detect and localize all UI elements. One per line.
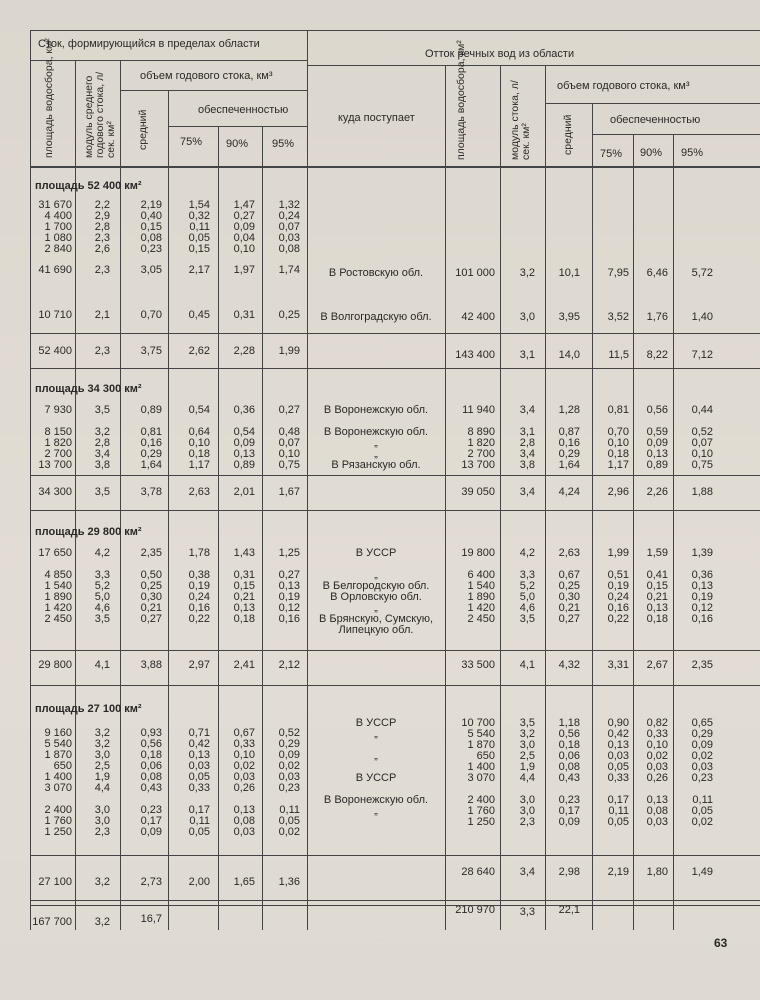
- cell-dest: В Ростовскую обл.: [328, 267, 424, 279]
- col-p75-r: 0,90 0,42 0,13 0,03 0,05 0,33 0,17 0,11 0,05: [607, 717, 629, 828]
- total-cell: 4,32: [558, 659, 580, 671]
- col-p95-r: 0,65 0,29 0,09 0,02 0,03 0,23 0,11 0,05 0,02: [691, 717, 713, 828]
- cell: 2,3: [94, 264, 110, 276]
- col-area-r: 11 940 8 890 1 820 2 700 13 700: [461, 404, 495, 471]
- total-cell: 2,3: [94, 345, 110, 357]
- total-cell: 3,2: [94, 876, 110, 888]
- section-title: площадь 29 800 км²: [35, 526, 142, 538]
- col-p90: 0,36 0,54 0,09 0,13 0,89: [233, 404, 255, 471]
- header-col-area-r: площадь водосбора, км²: [455, 40, 467, 160]
- total-cell: 27 100: [38, 876, 72, 888]
- total-cell: 2,19: [607, 866, 629, 878]
- section-title: площадь 34 300 км²: [35, 383, 142, 395]
- total-cell: 2,67: [646, 659, 668, 671]
- col-p95-r: 0,44 0,52 0,07 0,10 0,75: [691, 404, 713, 471]
- header-p95: 95%: [272, 138, 295, 150]
- header-col-mean: средний: [137, 109, 149, 150]
- section-title: площадь 27 100 км²: [35, 703, 142, 715]
- header-col-volume-r: объем годового стока, км³: [557, 80, 690, 92]
- grand-total-rule: [30, 905, 760, 906]
- total-cell: 11,5: [608, 349, 629, 361]
- col-p95: 1,32 0,24 0,07 0,03 0,08: [278, 199, 300, 255]
- grand-total-cell: 22,1: [558, 904, 580, 916]
- total-cell: 2,98: [558, 866, 580, 878]
- total-cell: 29 800: [38, 659, 72, 671]
- total-cell: 33 500: [461, 659, 495, 671]
- col-p90: 1,43 0,31 0,15 0,21 0,13 0,18: [233, 547, 255, 625]
- cell: 3,52: [607, 311, 629, 323]
- col-p75: 1,78 0,38 0,19 0,24 0,16 0,22: [188, 547, 210, 625]
- col-mean: 2,35 0,50 0,25 0,30 0,21 0,27: [140, 547, 162, 625]
- col-module-r: 3,4 3,1 2,8 3,4 3,8: [519, 404, 535, 471]
- total-cell: 4,1: [94, 659, 110, 671]
- total-cell: 2,97: [188, 659, 210, 671]
- cell: 3,05: [140, 264, 162, 276]
- col-area-r: 19 800 6 400 1 540 1 890 1 420 2 450: [461, 547, 495, 625]
- total-cell: 143 400: [455, 349, 495, 361]
- col-mean: 2,19 0,40 0,15 0,08 0,23: [140, 199, 162, 255]
- section-title: площадь 52 400 км²: [35, 180, 142, 192]
- subtotal-rule: [30, 650, 760, 651]
- grand-total-cell: 210 970: [455, 904, 495, 916]
- total-cell: 2,26: [646, 486, 668, 498]
- cell: 1,97: [233, 264, 255, 276]
- total-cell: 2,00: [188, 876, 210, 888]
- col-mean-r: 1,18 0,56 0,18 0,06 0,08 0,43 0,23 0,17 0,09: [558, 717, 580, 828]
- total-cell: 4,1: [519, 659, 535, 671]
- col-p90-r: 0,82 0,33 0,10 0,02 0,03 0,26 0,13 0,08 0,03: [646, 717, 668, 828]
- total-cell: 1,88: [691, 486, 713, 498]
- col-module-r: 3,5 3,2 3,0 2,5 1,9 4,4 3,0 3,0 2,3: [519, 717, 535, 828]
- header-col-prob: обеспеченностью: [198, 104, 289, 116]
- col-p75-r: 0,81 0,70 0,10 0,18 1,17: [607, 404, 629, 471]
- cell: 0,70: [140, 309, 162, 321]
- col-p90-r: 1,59 0,41 0,15 0,21 0,13 0,18: [646, 547, 668, 625]
- cell: 0,25: [278, 309, 300, 321]
- header-p75-r: 75%: [600, 148, 623, 160]
- header-col-mean-r: средний: [562, 114, 574, 155]
- col-dest: В УССР „ В Белгородскую обл. В Орловскую обл. „ В Брянскую, Сумскую, Липецкую обл.: [318, 547, 434, 636]
- total-cell: 3,5: [94, 486, 110, 498]
- col-module: 3,2 3,2 3,0 2,5 1,9 4,4 3,0 3,0 2,3: [94, 727, 110, 838]
- col-p75: 1,54 0,32 0,11 0,05 0,15: [188, 199, 210, 255]
- col-mean-r: 2,63 0,67 0,25 0,30 0,21 0,27: [558, 547, 580, 625]
- grand-total-cell: 16,7: [140, 913, 162, 925]
- header-col-module-r: модуль стока, л/сек. км²: [509, 80, 532, 160]
- col-p95: 0,27 0,48 0,07 0,10 0,75: [278, 404, 300, 471]
- cell: 42 400: [461, 311, 495, 323]
- total-cell: 2,63: [188, 486, 210, 498]
- header-p95-r: 95%: [681, 147, 704, 159]
- page-number: 63: [714, 936, 728, 950]
- total-cell: 52 400: [38, 345, 72, 357]
- total-cell: 28 640: [461, 866, 495, 878]
- cell: 3,0: [519, 311, 535, 323]
- header-col-area: площадь водосбора, км²: [43, 38, 55, 158]
- header-col-module: модуль среднего годового стока, л/сек. км²: [83, 71, 117, 158]
- cell: 101 000: [455, 267, 495, 279]
- grand-total-cell: 3,3: [519, 906, 535, 918]
- subtotal-rule: [30, 475, 760, 476]
- cell: 5,72: [691, 267, 713, 279]
- col-p90: 1,47 0,27 0,09 0,04 0,10: [233, 199, 255, 255]
- col-mean: 0,89 0,81 0,16 0,29 1,64: [140, 404, 162, 471]
- col-p75-r: 1,99 0,51 0,19 0,24 0,16 0,22: [607, 547, 629, 625]
- total-cell: 3,4: [519, 486, 535, 498]
- cell: 41 690: [38, 264, 72, 276]
- cell: 7,95: [607, 267, 629, 279]
- total-cell: 2,62: [188, 345, 210, 357]
- col-module-r: 4,2 3,3 5,2 5,0 4,6 3,5: [519, 547, 535, 625]
- col-mean-r: 1,28 0,87 0,16 0,29 1,64: [558, 404, 580, 471]
- total-cell: 2,96: [607, 486, 629, 498]
- col-p95-r: 1,39 0,36 0,13 0,19 0,12 0,16: [691, 547, 713, 625]
- header-left-group: Сток, формирующийся в пределах области: [38, 38, 260, 50]
- total-cell: 3,75: [140, 345, 162, 357]
- header-p90: 90%: [226, 138, 249, 150]
- col-area-r: 10 700 5 540 1 870 650 1 400 3 070 2 400 1 760 1 250: [461, 717, 495, 828]
- cell: 0,31: [233, 309, 255, 321]
- col-dest: В Воронежскую обл. В Воронежскую обл. „ „ В Рязанскую обл.: [323, 404, 429, 471]
- total-cell: 2,28: [233, 345, 255, 357]
- cell: 1,76: [646, 311, 668, 323]
- cell: 3,95: [558, 311, 580, 323]
- subtotal-rule: [30, 855, 760, 856]
- col-mean: 0,93 0,56 0,18 0,06 0,08 0,43 0,23 0,17 0,09: [140, 727, 162, 838]
- cell: 1,74: [278, 264, 300, 276]
- total-cell: 2,35: [691, 659, 713, 671]
- col-p95: 1,25 0,27 0,13 0,19 0,12 0,16: [278, 547, 300, 625]
- total-cell: 3,4: [519, 866, 535, 878]
- col-module: 3,5 3,2 2,8 3,4 3,8: [94, 404, 110, 471]
- total-cell: 39 050: [461, 486, 495, 498]
- col-area: 9 160 5 540 1 870 650 1 400 3 070 2 400 1 760 1 250: [44, 727, 72, 838]
- total-cell: 1,67: [278, 486, 300, 498]
- col-dest: В УССР „ „ В УССР В Воронежскую обл. „: [323, 717, 429, 817]
- col-area: 7 930 8 150 1 820 2 700 13 700: [38, 404, 72, 471]
- total-cell: 3,31: [607, 659, 629, 671]
- total-cell: 3,1: [519, 349, 535, 361]
- header-col-prob-r: обеспеченностью: [610, 114, 701, 126]
- col-p90: 0,67 0,33 0,10 0,02 0,03 0,26 0,13 0,08 0,03: [233, 727, 255, 838]
- cell: 3,2: [519, 267, 535, 279]
- total-cell: 1,65: [233, 876, 255, 888]
- total-cell: 2,73: [140, 876, 162, 888]
- total-cell: 14,0: [558, 349, 580, 361]
- total-cell: 3,78: [140, 486, 162, 498]
- header-col-dest: куда поступает: [338, 112, 415, 124]
- grand-total-cell: 167 700: [32, 916, 72, 928]
- cell: 2,1: [94, 309, 110, 321]
- header-col-volume: объем годового стока, км³: [140, 70, 273, 82]
- header-bottom-rule: [30, 166, 760, 168]
- total-cell: 1,36: [278, 876, 300, 888]
- col-p90-r: 0,56 0,59 0,09 0,13 0,89: [646, 404, 668, 471]
- cell: 10,1: [558, 267, 580, 279]
- total-cell: 2,12: [278, 659, 300, 671]
- cell: 0,45: [188, 309, 210, 321]
- col-area: 31 670 4 400 1 700 1 080 2 840: [38, 199, 72, 255]
- col-p95: 0,52 0,29 0,09 0,02 0,03 0,23 0,11 0,05 0,02: [278, 727, 300, 838]
- total-cell: 2,01: [233, 486, 255, 498]
- cell-dest: В Волгоградскую обл.: [320, 311, 432, 323]
- cell: 2,17: [188, 264, 210, 276]
- subtotal-rule: [30, 333, 760, 334]
- col-module: 2,2 2,9 2,8 2,3 2,6: [94, 199, 110, 255]
- total-cell: 7,12: [691, 349, 713, 361]
- total-cell: 3,88: [140, 659, 162, 671]
- total-cell: 8,22: [646, 349, 668, 361]
- cell: 1,40: [691, 311, 713, 323]
- table-top-rule: [30, 30, 760, 31]
- cell: 10 710: [38, 309, 72, 321]
- total-cell: 1,99: [278, 345, 300, 357]
- total-cell: 34 300: [38, 486, 72, 498]
- col-area: 17 650 4 850 1 540 1 890 1 420 2 450: [38, 547, 72, 625]
- col-p75: 0,71 0,42 0,13 0,03 0,05 0,33 0,17 0,11 0,05: [188, 727, 210, 838]
- header-p90-r: 90%: [640, 147, 663, 159]
- col-module: 4,2 3,3 5,2 5,0 4,6 3,5: [94, 547, 110, 625]
- header-p75: 75%: [180, 136, 203, 148]
- total-cell: 1,49: [691, 866, 713, 878]
- cell: 6,46: [646, 267, 668, 279]
- total-cell: 1,80: [646, 866, 668, 878]
- grand-total-cell: 3,2: [94, 916, 110, 928]
- header-right-group: Отток речных вод из области: [425, 48, 575, 60]
- total-cell: 2,41: [233, 659, 255, 671]
- total-cell: 4,24: [558, 486, 580, 498]
- col-p75: 0,54 0,64 0,10 0,18 1,17: [188, 404, 210, 471]
